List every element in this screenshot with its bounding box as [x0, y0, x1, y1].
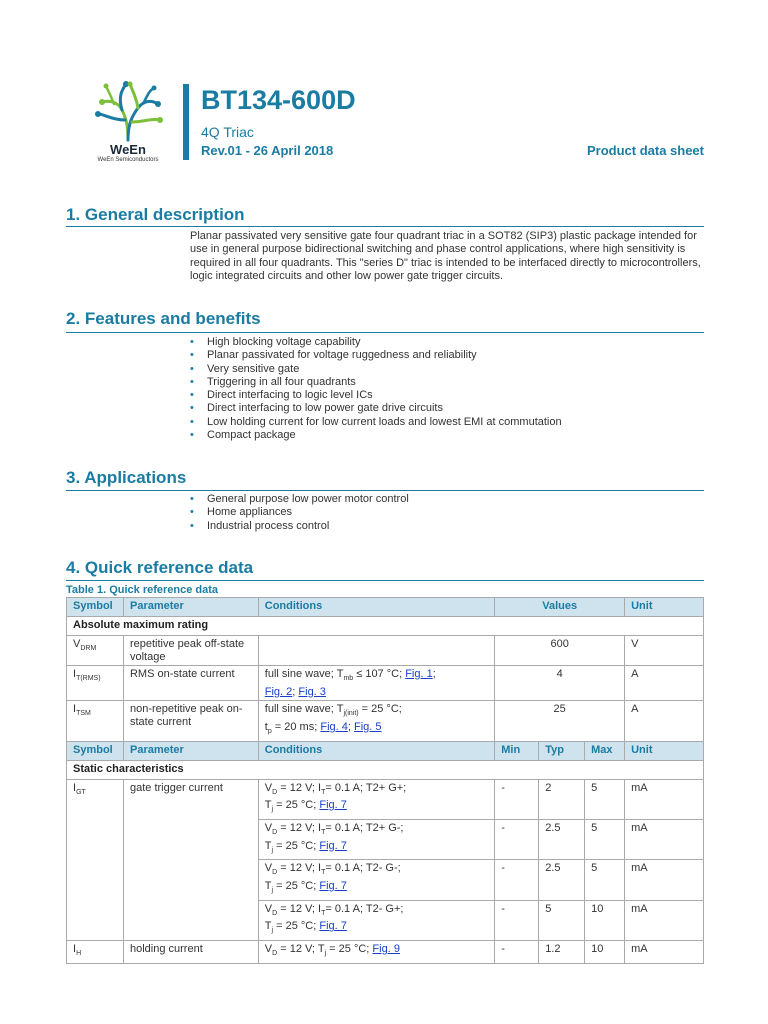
revision-info: Rev.01 - 26 April 2018 [201, 143, 334, 158]
unit-cell: mA [625, 860, 704, 900]
symbol-cell: $I_{GT}$ [67, 779, 124, 941]
column-header-unit: Unit [625, 598, 704, 617]
figure-link[interactable]: Fig. 2 [264, 685, 293, 698]
parameter-cell: RMS on-state current [123, 666, 258, 701]
max-cell: 5 [585, 819, 625, 859]
conditions-cell: $V_D = 12$ V; $I_T= 0.1$ A; T2+ G+; $T_j = 25$ °C; Fig. 7 [258, 779, 494, 819]
column-header-symbol: Symbol [67, 741, 124, 760]
figure-link[interactable]: Fig. 5 [353, 720, 382, 733]
conditions-cell: full sine wave; $T_{j(init)} = 25$ °C; $t_p = 20$ ms; Fig. 4; Fig. 5 [258, 701, 494, 741]
section-divider [66, 332, 704, 333]
parameter-cell: holding current [123, 941, 258, 964]
section-heading-quick-reference: 4. Quick reference data [66, 558, 254, 577]
column-header-parameter: Parameter [123, 741, 258, 760]
conditions-cell: $V_D = 12$ V; $I_T= 0.1$ A; T2+ G-; $T_j = 25$ °C; Fig. 7 [258, 819, 494, 859]
list-item: • Direct interfacing to low power gate drive circuits [190, 402, 443, 415]
section-divider [66, 226, 704, 227]
document-title: BT134-600D [201, 85, 356, 115]
quick-reference-table [66, 597, 704, 964]
conditions-cell: $V_D = 12$ V; $I_T= 0.1$ A; T2- G-; $T_j = 25$ °C; Fig. 7 [258, 860, 494, 900]
figure-link[interactable]: Fig. 9 [372, 943, 400, 956]
logo-tree-icon [92, 80, 164, 142]
unit-cell: mA [625, 941, 704, 964]
table-group-row: Absolute maximum rating [67, 617, 704, 636]
column-header-max: Max [585, 741, 625, 760]
applications-list [190, 493, 409, 533]
max-cell: 5 [585, 779, 625, 819]
list-item: • Very sensitive gate [190, 362, 300, 375]
table-row [67, 941, 704, 964]
typ-cell: 5 [539, 900, 585, 940]
parameter-cell: non-repetitive peak on-state current [123, 701, 258, 741]
section-divider [66, 580, 704, 581]
unit-cell: A [625, 701, 704, 741]
symbol-cell: $V_{DRM}$ [67, 636, 124, 666]
column-header-conditions: Conditions [258, 598, 494, 617]
max-cell: 10 [585, 941, 625, 964]
symbol-cell: $I_{T(RMS)}$ [67, 666, 124, 701]
value-cell: 4 [495, 666, 625, 701]
value-cell: 25 [495, 701, 625, 741]
symbol-cell: $I_{TSM}$ [67, 701, 124, 741]
symbol-cell: $I_H$ [67, 941, 124, 964]
table-row [67, 666, 704, 701]
table-group-row: Static characteristics [67, 760, 704, 779]
table-row [67, 779, 704, 819]
header-accent-bar [183, 84, 189, 160]
min-cell: - [495, 941, 539, 964]
column-header-parameter: Parameter [123, 598, 258, 617]
table-header-row [67, 598, 704, 617]
typ-cell: 2.5 [539, 819, 585, 859]
conditions-cell: full sine wave; $T_{mb} \le 107$ °C; Fig. 1; Fig. 2; Fig. 3 [258, 666, 494, 701]
document-subtitle: 4Q Triac [201, 124, 254, 140]
unit-cell: mA [625, 819, 704, 859]
min-cell: - [495, 819, 539, 859]
list-item: • Compact package [190, 429, 296, 442]
column-header-unit: Unit [625, 741, 704, 760]
list-item: • Home appliances [190, 506, 292, 519]
figure-link[interactable]: Fig. 3 [298, 685, 326, 698]
section-heading-applications: 3. Applications [66, 468, 187, 487]
list-item: • Triggering in all four quadrants [190, 375, 356, 388]
max-cell: 5 [585, 860, 625, 900]
list-item: • General purpose low power motor control [190, 493, 409, 505]
logo-name: WeEn [110, 142, 146, 157]
table-row [67, 701, 704, 741]
max-cell: 10 [585, 900, 625, 940]
figure-link[interactable]: Fig. 7 [319, 920, 347, 933]
general-description-text: Planar passivated very sensitive gate four quadrant triac in a SOT82 (SIP3) plastic package intended for use in general purpose bidirectional switching and phase control applications, where high sensitivity is required in all four quadrants. This "series D" triac is intended to be interfaced directly to microcontrollers, logic integrated circuits and other low power gate trigger circuits. [190, 230, 701, 282]
min-cell: - [495, 860, 539, 900]
list-item: • Low holding current for low current loads and lowest EMI at commutation [190, 415, 562, 428]
column-header-conditions: Conditions [258, 741, 494, 760]
parameter-cell: gate trigger current [123, 779, 258, 941]
min-cell: - [495, 900, 539, 940]
figure-link[interactable]: Fig. 7 [319, 839, 347, 852]
figure-link[interactable]: Fig. 7 [319, 799, 347, 812]
column-header-min: Min [495, 741, 539, 760]
table-caption: Table 1. Quick reference data [66, 584, 219, 596]
column-header-typ: Typ [539, 741, 585, 760]
list-item: • Planar passivated for voltage ruggedness and reliability [190, 349, 477, 362]
conditions-cell: $V_D = 12$ V; $I_T= 0.1$ A; T2- G+; $T_j = 25$ °C; Fig. 7 [258, 900, 494, 940]
figure-link[interactable]: Fig. 4 [320, 720, 348, 733]
typ-cell: 2.5 [539, 860, 585, 900]
features-list [190, 336, 562, 442]
logo-subtitle: WeEn Semiconductors [97, 157, 159, 163]
conditions-cell [258, 636, 494, 666]
list-item: • Direct interfacing to logic level ICs [190, 389, 373, 402]
document-type: Product data sheet [586, 143, 704, 158]
min-cell: - [495, 779, 539, 819]
column-header-values: Values [495, 598, 625, 617]
unit-cell: A [625, 666, 704, 701]
unit-cell: V [625, 636, 704, 666]
conditions-cell: $V_D = 12$ V; $T_j = 25$ °C; Fig. 9 [258, 941, 494, 964]
section-heading-general-description: 1. General description [66, 205, 245, 224]
table-row [67, 636, 704, 666]
column-header-symbol: Symbol [67, 598, 124, 617]
section-heading-features: 2. Features and benefits [66, 309, 261, 328]
ween-logo [92, 80, 164, 166]
unit-cell: mA [625, 900, 704, 940]
typ-cell: 1.2 [539, 941, 585, 964]
value-cell: 600 [495, 636, 625, 666]
table-header-row [67, 741, 704, 760]
list-item: • High blocking voltage capability [190, 336, 361, 348]
figure-link[interactable]: Fig. 7 [319, 880, 347, 892]
figure-link[interactable]: Fig. 1 [405, 668, 433, 680]
typ-cell: 2 [539, 779, 585, 819]
section-divider [66, 490, 704, 491]
unit-cell: mA [625, 779, 704, 819]
parameter-cell: repetitive peak off-state voltage [123, 636, 258, 666]
list-item: • Industrial process control [190, 519, 330, 532]
